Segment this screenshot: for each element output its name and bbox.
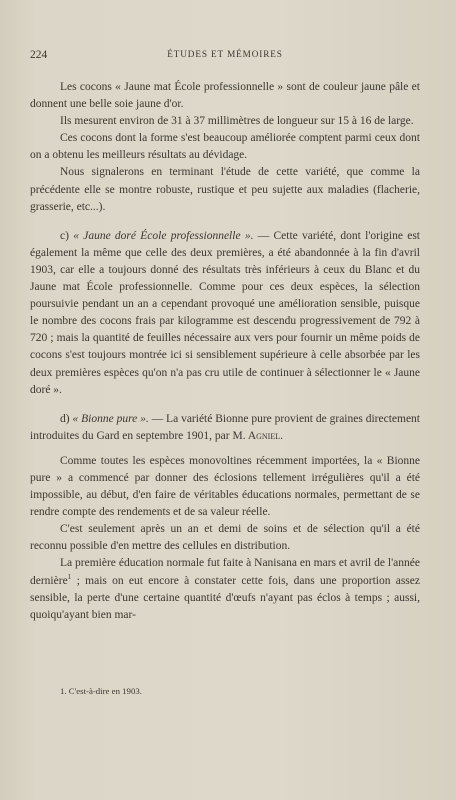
paragraph-dimensions: Ils mesurent environ de 31 à 37 millimètres de longueur sur 15 à 16 de large. (60, 115, 414, 128)
sentence-end: . (280, 429, 283, 442)
paragraph-jaune-dore (30, 228, 420, 399)
person-name: M. Agniel (232, 429, 281, 442)
footnote: 1. C'est-à-dire en 1903. (60, 686, 142, 696)
section-label-d: d) (60, 412, 73, 425)
section-text-bionne-pure: — La variété Bionne pure provient de graines directement introduites du Gard en septembre 1901, par (30, 412, 420, 442)
footnote-reference: 1 (67, 571, 72, 581)
running-title: ÉTUDES ET MÉMOIRES (167, 49, 283, 59)
paragraph-selection: C'est seulement après un an et demi de soins et de sélection qu'il a été reconnu possible d'en mettre des cellules en distribution. (30, 523, 420, 553)
paragraph-bionne-pure (30, 411, 420, 445)
page-number: 224 (30, 49, 48, 61)
paragraph-devidage: Ces cocons dont la forme s'est beaucoup améliorée comptent parmi ceux dont on a obtenu les meilleurs résultats au dévidage. (30, 132, 420, 162)
section-text-jaune-dore: — Cette variété, dont l'origine est également la même que celle des deux premières, a été abandonnée à la fin d'avril 1903, car elle a toujours donné des résultats très inférieurs à ceux du Blanc et du Jaune mat École professionnelle. Comme pour ces deux espèces, la sélection poursuivie pendant un an a cependant provoqué une amélioration sensible, puisque le nombre des cocons frais par kilogramme est descendu progressivement de 792 à 720 ; mais la quantité de feuilles nécessaire aux vers pour fournir un même poids de cocons s'est toujours montrée ici si sensiblement supérieure à celle absorbée par les deux premières espèces qu'on n'a pas cru utile de continuer à sélectionner le « Jaune doré ». (30, 229, 421, 396)
section-title-jaune-dore: « Jaune doré École professionnelle ». (73, 229, 254, 242)
paragraph-nanisana (30, 555, 420, 623)
nanisana-text-start: La première éducation normale fut faite à Nanisana en mars et avril de l'année dernière (30, 557, 420, 587)
section-title-bionne-pure: « Bionne pure ». (72, 412, 149, 425)
paragraph-conclusion: Nous signalerons en terminant l'étude de cette variété, que comme la précédente elle se montre robuste, rustique et peu sujette aux maladies (flacherie, grasserie, etc...). (30, 166, 420, 213)
body-text (30, 79, 420, 624)
nanisana-text-end: ; mais on eut encore à constater cette fois, dans une proportion assez sensible, la perte d'une certaine quantité d'œufs n'ayant pas éclos à temps ; aussi, quoiqu'ayant bien mar- (30, 574, 420, 621)
paragraph-jaune-mat-color: Les cocons « Jaune mat École professionnelle » sont de couleur jaune pâle et donnent une belle soie jaune d'or. (30, 81, 420, 111)
page-header (30, 49, 420, 63)
section-label-c: c) (60, 229, 74, 242)
paragraph-monovoltines: Comme toutes les espèces monovoltines récemment importées, la « Bionne pure » a commencé par donner des éclosions tellement irrégulières qu'il a été impossible, au début, d'en faire de véritables éducations normales, permettant de se rendre compte des rendements et de sa valeur réelle. (30, 454, 420, 519)
